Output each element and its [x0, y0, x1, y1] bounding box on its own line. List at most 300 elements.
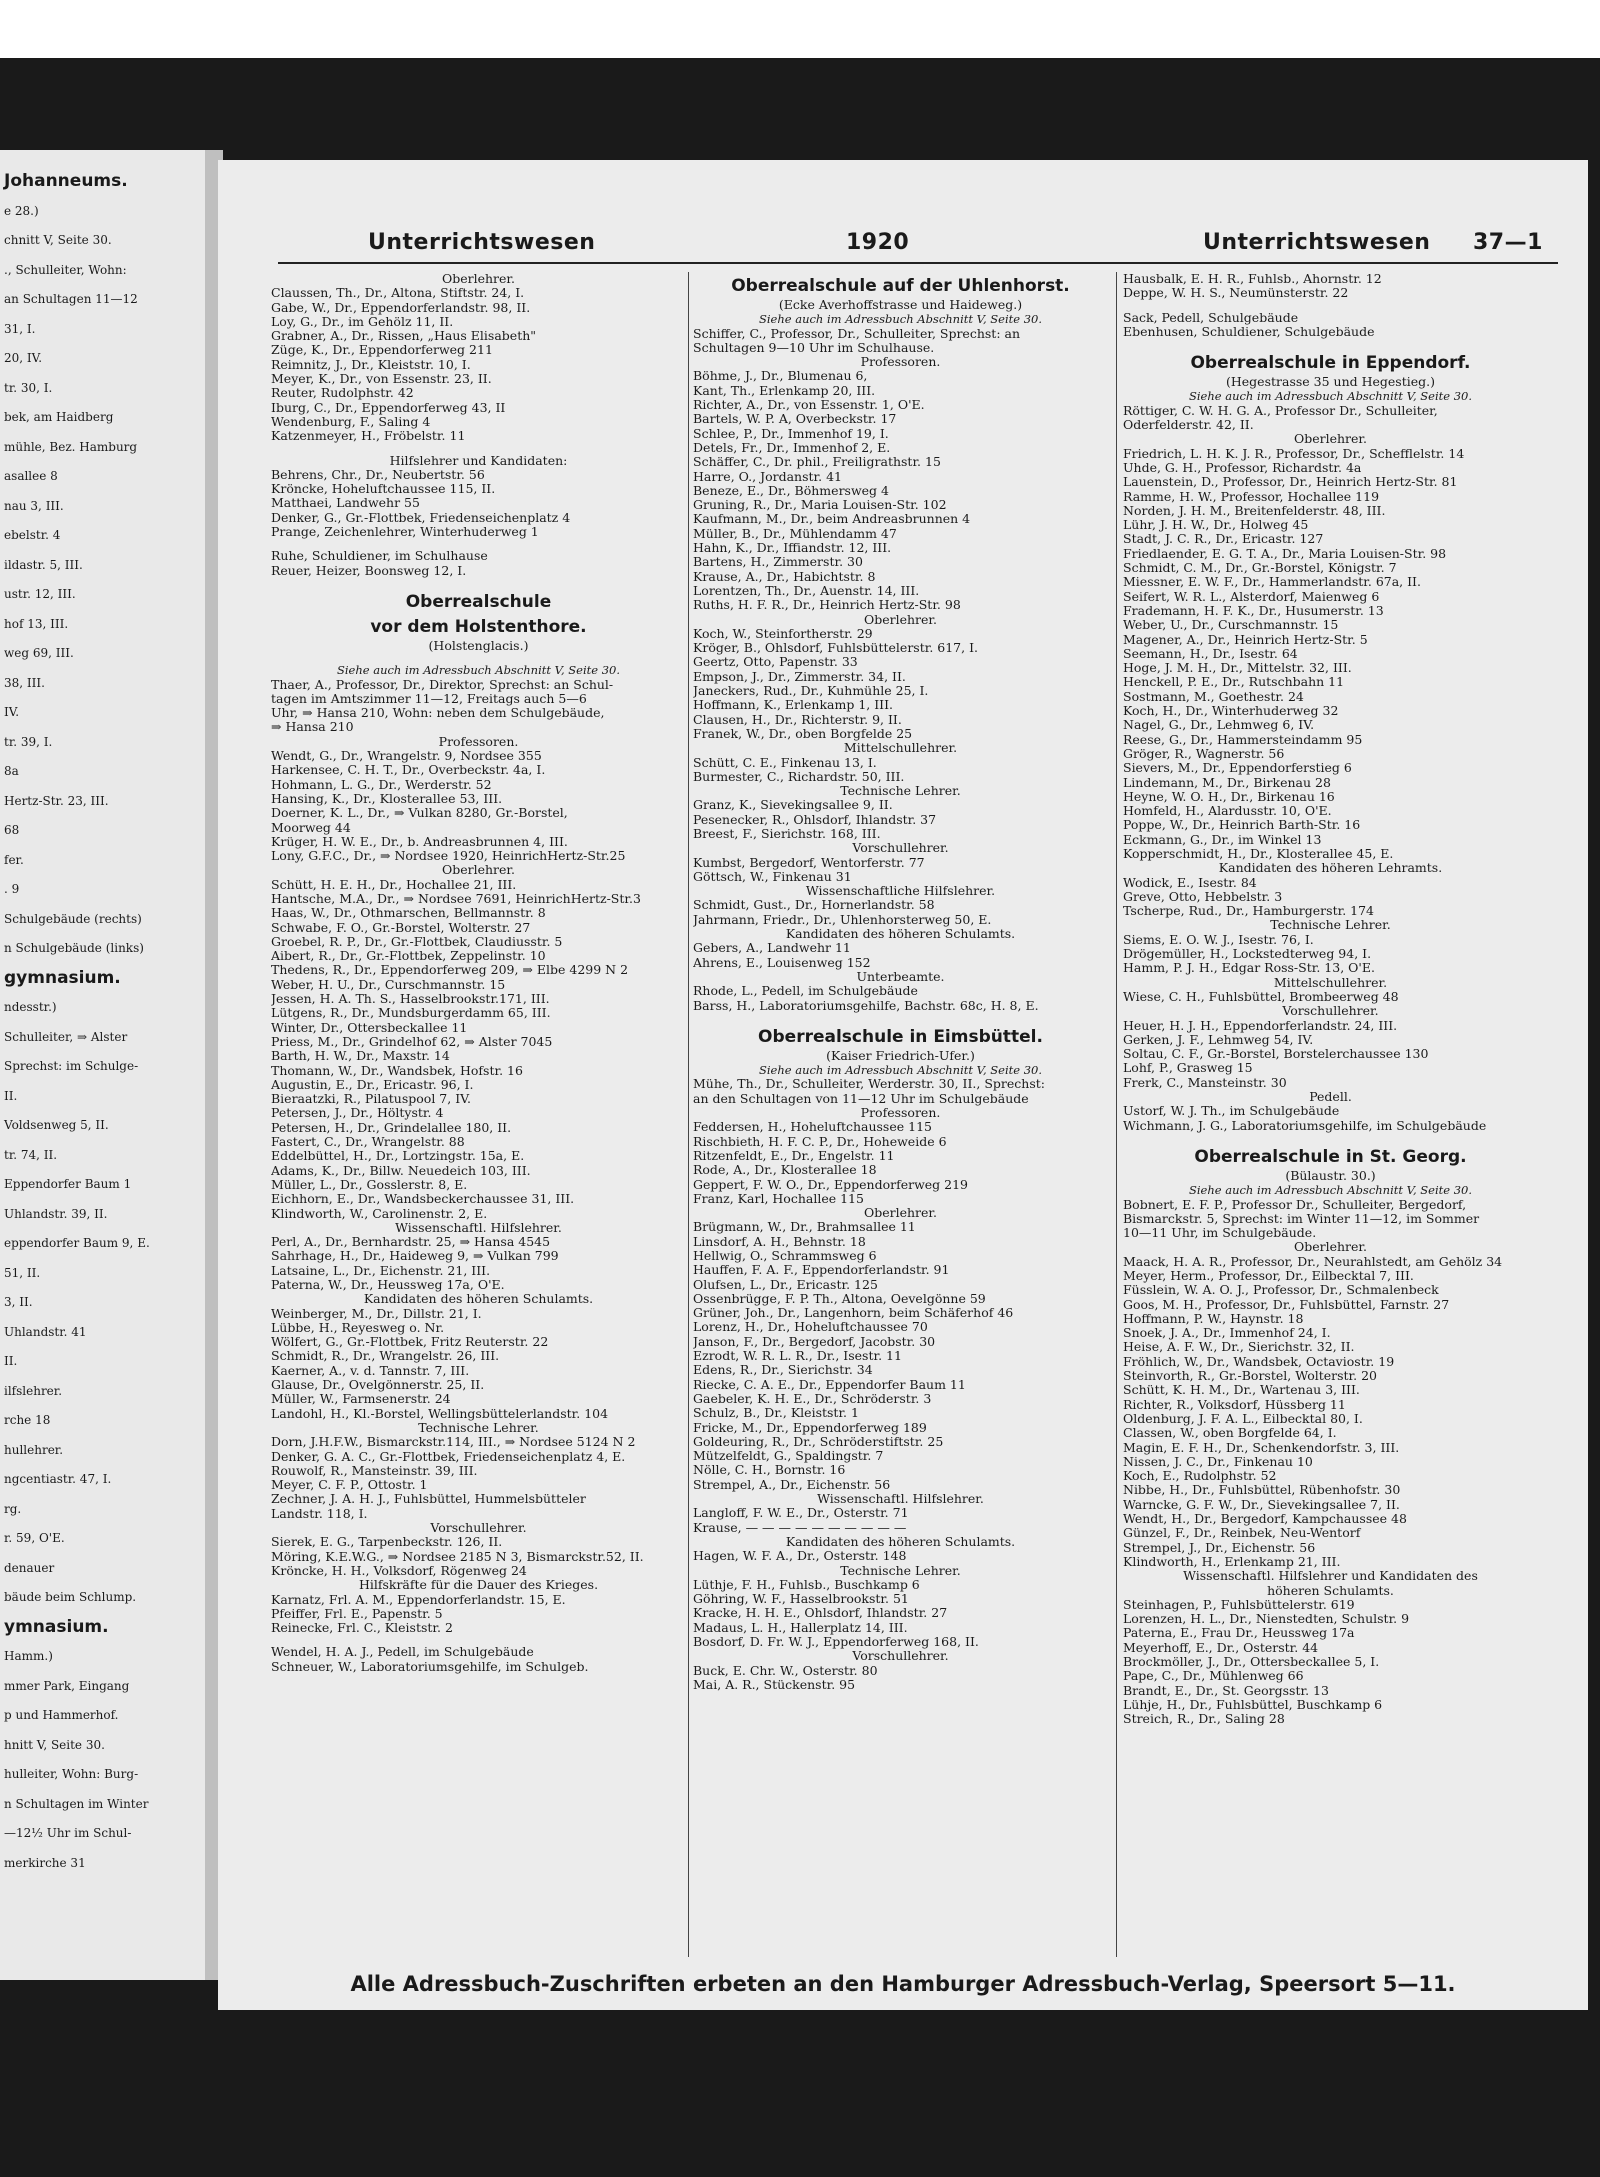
directory-entry: Schäffer, C., Dr. phil., Freiligrathstr. 15 — [693, 454, 941, 470]
subsection-heading: Oberlehrer. — [863, 611, 938, 627]
directory-entry: Ramme, H. W., Professor, Hochallee 119 — [1123, 488, 1380, 504]
directory-entry: Goldeuring, R., Dr., Schröderstiftstr. 25 — [693, 1433, 944, 1449]
directory-entry: Schulz, B., Dr., Kleiststr. 1 — [693, 1405, 859, 1421]
left-page-line: II. — [4, 1088, 18, 1103]
directory-entry: Langloff, F. W. E., Dr., Osterstr. 71 — [693, 1505, 909, 1521]
directory-entry: Schmidt, C. M., Dr., Gr.-Borstel, Königstr. 7 — [1123, 560, 1397, 576]
directory-entry: Böhme, J., Dr., Blumenau 6, — [693, 368, 868, 384]
directory-entry: Henckell, P. E., Dr., Rutschbahn 11 — [1123, 674, 1345, 690]
directory-entry: Ossenbrügge, F. P. Th., Altona, Oevelgönne 59 — [693, 1290, 986, 1306]
subsection-heading: Kandidaten des höheren Lehramts. — [1218, 860, 1443, 876]
directory-entry: Füsslein, W. A. O. J., Professor, Dr., Schmalenbeck — [1123, 1282, 1439, 1298]
directory-entry: Maack, H. A. R., Professor, Dr., Neurahlstedt, am Gehölz 34 — [1123, 1253, 1503, 1269]
left-page-line: ildastr. 5, III. — [4, 557, 83, 572]
directory-entry: Friedrich, L. H. K. J. R., Professor, Dr., Schefflelstr. 14 — [1123, 445, 1465, 461]
directory-entry: Krause, — — — — — — — — — — — [693, 1519, 907, 1535]
directory-entry: Ruhe, Schuldiener, im Schulhause — [271, 548, 488, 564]
subsection-heading: Unterbeamte. — [856, 968, 945, 984]
directory-entry: Hahn, K., Dr., Iffiandstr. 12, III. — [693, 540, 892, 556]
directory-entry: Steinhagen, P., Fuhlsbüttelerstr. 619 — [1123, 1596, 1355, 1612]
directory-entry: Kant, Th., Erlenkamp 20, III. — [693, 382, 876, 398]
directory-entry: 10—11 Uhr, im Schulgebäude. — [1123, 1225, 1317, 1241]
school-heading: Oberrealschule in St. Georg. — [1194, 1146, 1467, 1167]
directory-entry: Wichmann, J. G., Laboratoriumsgehilfe, im Schulgebäude — [1123, 1117, 1487, 1133]
directory-entry: Wiese, C. H., Fuhlsbüttel, Brombeerweg 48 — [1123, 988, 1399, 1004]
directory-entry: Friedlaender, E. G. T. A., Dr., Maria Louisen-Str. 98 — [1123, 545, 1447, 561]
directory-entry: Steinvorth, R., Gr.-Borstel, Wolterstr. 20 — [1123, 1368, 1378, 1384]
directory-entry: Meyer, K., Dr., von Essenstr. 23, II. — [271, 371, 492, 387]
directory-entry: Günzel, F., Dr., Reinbek, Neu-Wentorf — [1123, 1525, 1361, 1541]
directory-entry: Geertz, Otto, Papenstr. 33 — [693, 654, 858, 670]
directory-entry: Reuter, Rudolphstr. 42 — [271, 385, 414, 401]
directory-entry: Seemann, H., Dr., Isestr. 64 — [1123, 645, 1298, 661]
directory-entry: Janson, F., Dr., Bergedorf, Jacobstr. 30 — [693, 1333, 936, 1349]
directory-entry: Wodick, E., Isestr. 84 — [1123, 874, 1257, 890]
subsection-heading: Kandidaten des höheren Schulamts. — [363, 1291, 594, 1307]
directory-entry: Breest, F., Sierichstr. 168, III. — [693, 825, 881, 841]
left-page-line: nau 3, III. — [4, 498, 64, 513]
subsection-heading: Mittelschullehrer. — [1273, 974, 1388, 990]
spacer — [1123, 339, 1538, 349]
school-address: (Kaiser Friedrich-Ufer.) — [826, 1047, 975, 1063]
directory-entry: Reese, G., Dr., Hammersteindamm 95 — [1123, 731, 1363, 747]
directory-entry: Karnatz, Frl. A. M., Eppendorferlandstr. 15, E. — [271, 1591, 566, 1607]
directory-entry: Clausen, H., Dr., Richterstr. 9, II. — [693, 711, 902, 727]
directory-entry: Nölle, C. H., Bornstr. 16 — [693, 1462, 846, 1478]
left-page-line: 8a — [4, 764, 19, 778]
spacer — [271, 653, 686, 663]
directory-entry: Prange, Zeichenlehrer, Winterhuderweg 1 — [271, 524, 539, 540]
directory-entry: Beneze, E., Dr., Böhmersweg 4 — [693, 482, 889, 498]
directory-entry: Schultagen 9—10 Uhr im Schulhause. — [693, 339, 935, 355]
directory-entry: Eddelbüttel, H., Dr., Lortzingstr. 15a, E. — [271, 1148, 525, 1164]
directory-entry: Lohf, P., Grasweg 15 — [1123, 1060, 1253, 1076]
school-heading: Oberrealschule in Eppendorf. — [1190, 353, 1471, 374]
left-page-line: hof 13, III. — [4, 616, 69, 631]
directory-entry: Eckmann, G., Dr., im Winkel 13 — [1123, 831, 1322, 847]
school-address: (Bülaustr. 30.) — [1285, 1167, 1376, 1183]
spacer — [271, 578, 686, 588]
directory-entry: Snoek, J. A., Dr., Immenhof 24, I. — [1123, 1325, 1331, 1341]
subsection-heading: Vorschullehrer. — [430, 1520, 527, 1536]
directory-entry: Müller, L., Dr., Gosslerstr. 8, E. — [271, 1176, 468, 1192]
directory-entry: Kopperschmidt, H., Dr., Klosterallee 45, E. — [1123, 845, 1394, 861]
directory-entry: Hagen, W. F. A., Dr., Osterstr. 148 — [693, 1548, 907, 1564]
spacer — [693, 1013, 1108, 1023]
directory-entry: Göttsch, W., Finkenau 31 — [693, 868, 852, 884]
directory-entry: Schwabe, F. O., Gr.-Borstel, Wolterstr. 27 — [271, 919, 531, 935]
directory-entry: Sierek, E. G., Tarpenbeckstr. 126, II. — [271, 1534, 503, 1550]
directory-entry: Barss, H., Laboratoriumsgehilfe, Bachstr. 68c, H. 8, E. — [693, 997, 1039, 1013]
subsection-heading: Technische Lehrer. — [418, 1419, 539, 1435]
directory-entry: Paterna, E., Frau Dr., Heussweg 17a — [1123, 1625, 1355, 1641]
left-page-line: mühle, Bez. Hamburg — [4, 439, 138, 454]
directory-entry: Goos, M. H., Professor, Dr., Fuhlsbüttel, Farnstr. 27 — [1123, 1296, 1450, 1312]
directory-entry: Hausbalk, E. H. R., Fuhlsb., Ahornstr. 12 — [1123, 272, 1382, 286]
column-3 — [1123, 272, 1538, 1952]
directory-entry: Landstr. 118, I. — [271, 1505, 368, 1521]
directory-entry: Fricke, M., Dr., Eppendorferweg 189 — [693, 1419, 927, 1435]
directory-entry: Klindworth, H., Erlenkamp 21, III. — [1123, 1553, 1341, 1569]
left-page-line: denauer — [4, 1560, 55, 1575]
directory-entry: Mützelfeldt, G., Spaldingstr. 7 — [693, 1448, 884, 1464]
directory-entry: Denker, G. A. C., Gr.-Flottbek, Friedenseichenplatz 4, E. — [271, 1448, 626, 1464]
directory-entry: Hantsche, M.A., Dr., ⇒ Nordsee 7691, HeinrichHertz-Str.3 — [271, 890, 641, 906]
directory-entry: Röttiger, C. W. H. G. A., Professor Dr., Schulleiter, — [1123, 402, 1438, 418]
directory-entry: Mühe, Th., Dr., Schulleiter, Werderstr. 30, II., Sprechst: — [693, 1076, 1045, 1092]
directory-entry: Möring, K.E.W.G., ⇒ Nordsee 2185 N 3, Bismarckstr.52, II. — [271, 1548, 644, 1564]
left-page-line: chnitt V, Seite 30. — [4, 233, 112, 247]
directory-entry: Thaer, A., Professor, Dr., Direktor, Sprechst: an Schul- — [271, 676, 614, 692]
running-head-left: Unterrichtswesen — [368, 230, 596, 255]
directory-entry: Aibert, R., Dr., Gr.-Flottbek, Zeppelinstr. 10 — [271, 948, 546, 964]
directory-entry: Sahrhage, H., Dr., Haideweg 9, ⇒ Vulkan 799 — [271, 1248, 559, 1264]
left-page-line: ilfslehrer. — [4, 1383, 63, 1398]
directory-entry: Reinecke, Frl. C., Kleiststr. 2 — [271, 1620, 453, 1636]
directory-entry: Uhde, G. H., Professor, Richardstr. 4a — [1123, 459, 1362, 475]
directory-entry: Schiffer, C., Professor, Dr., Schulleiter, Sprechst: an — [693, 325, 1021, 341]
directory-entry: Reimnitz, J., Dr., Kleiststr. 10, I. — [271, 356, 471, 372]
directory-entry: Hoffmann, K., Erlenkamp 1, III. — [693, 697, 894, 713]
directory-entry: Lindemann, M., Dr., Birkenau 28 — [1123, 774, 1331, 790]
left-page-line: Hamm.) — [4, 1649, 53, 1663]
directory-entry: Gruning, R., Dr., Maria Louisen-Str. 102 — [693, 497, 947, 513]
directory-entry: Harre, O., Jordanstr. 41 — [693, 468, 842, 484]
left-page-line: 68 — [4, 823, 20, 837]
directory-entry: Deppe, W. H. S., Neumünsterstr. 22 — [1123, 285, 1349, 301]
left-page-line: ndesstr.) — [4, 1000, 57, 1014]
left-page-line: 51, II. — [4, 1265, 41, 1280]
directory-entry: Pape, C., Dr., Mühlenweg 66 — [1123, 1668, 1304, 1684]
top-margin — [0, 0, 1600, 58]
directory-entry: Magener, A., Dr., Heinrich Hertz-Str. 5 — [1123, 631, 1368, 647]
directory-entry: Jahrmann, Friedr., Dr., Uhlenhorsterweg 50, E. — [693, 911, 992, 927]
subsection-heading: Wissenschaftl. Hilfslehrer und Kandidaten des — [1183, 1568, 1478, 1584]
directory-entry: Seifert, W. R. L., Alsterdorf, Maienweg 6 — [1123, 588, 1380, 604]
directory-entry: Weinberger, M., Dr., Dillstr. 21, I. — [271, 1305, 482, 1321]
left-page-line: n Schultagen im Winter — [4, 1796, 149, 1811]
directory-entry: Doerner, K. L., Dr., ⇒ Vulkan 8280, Gr.-Borstel, — [271, 805, 568, 821]
school-heading: Oberrealschule auf der Uhlenhorst. — [731, 276, 1070, 296]
subsection-heading: Oberlehrer. — [863, 1205, 938, 1221]
directory-entry: Oldenburg, J. F. A. L., Eilbecktal 80, I. — [1123, 1410, 1363, 1426]
left-page-line: Eppendorfer Baum 1 — [4, 1177, 132, 1191]
directory-entry: Koch, W., Steinfortherstr. 29 — [693, 625, 873, 641]
directory-entry: Petersen, H., Dr., Grindelallee 180, II. — [271, 1119, 512, 1135]
left-page-line: asallee 8 — [4, 469, 58, 483]
directory-entry: Mai, A. R., Stückenstr. 95 — [693, 1676, 856, 1692]
directory-entry: Fastert, C., Dr., Wrangelstr. 88 — [271, 1134, 465, 1150]
directory-entry: Denker, G., Gr.-Flottbek, Friedenseichenplatz 4 — [271, 509, 571, 525]
subsection-heading: Oberlehrer. — [1293, 1239, 1368, 1255]
directory-entry: Frerk, C., Mansteinstr. 30 — [1123, 1074, 1287, 1090]
directory-entry: Soltau, C. F., Gr.-Borstel, Borstelerchaussee 130 — [1123, 1046, 1429, 1062]
directory-entry: Hoffmann, P. W., Haynstr. 18 — [1123, 1310, 1304, 1326]
directory-entry: Ahrens, E., Louisenweg 152 — [693, 954, 871, 970]
left-page-fragment — [0, 150, 208, 1980]
directory-entry: Lühr, J. H. W., Dr., Holweg 45 — [1123, 517, 1309, 533]
subsection-heading: Oberlehrer. — [441, 862, 516, 878]
directory-entry: Janeckers, Rud., Dr., Kuhmühle 25, I. — [693, 683, 929, 699]
directory-entry: Ritzenfeldt, E., Dr., Engelstr. 11 — [693, 1147, 895, 1163]
directory-entry: Thomann, W., Dr., Wandsbek, Hofstr. 16 — [271, 1062, 523, 1078]
left-page-line: eppendorfer Baum 9, E. — [4, 1236, 150, 1250]
directory-entry: Reuer, Heizer, Boonsweg 12, I. — [271, 562, 467, 578]
school-heading: Oberrealschule in Eimsbüttel. — [758, 1026, 1043, 1047]
left-page-line: weg 69, III. — [4, 646, 74, 660]
footer-notice: Alle Adressbuch-Zuschriften erbeten an den Hamburger Adressbuch-Verlag, Speersort 5—11. — [350, 1972, 1456, 1996]
spacer — [1123, 1133, 1538, 1143]
directory-entry: Adams, K., Dr., Billw. Neuedeich 103, III. — [271, 1162, 531, 1178]
left-page-line: an Schultagen 11—12 — [4, 292, 138, 306]
directory-entry: Geppert, F. W. O., Dr., Eppendorferweg 219 — [693, 1176, 968, 1192]
left-page-line: 31, I. — [4, 321, 36, 336]
directory-entry: Lühje, H., Dr., Fuhlsbüttel, Buschkamp 6 — [1123, 1696, 1383, 1712]
directory-entry: Lorenz, H., Dr., Hoheluftchaussee 70 — [693, 1319, 928, 1335]
directory-entry: Rouwolf, R., Mansteinstr. 39, III. — [271, 1462, 478, 1478]
directory-entry: Priess, M., Dr., Grindelhof 62, ⇒ Alster 7045 — [271, 1033, 553, 1049]
directory-page — [218, 160, 1588, 2010]
directory-entry: Paterna, W., Dr., Heussweg 17a, O'E. — [271, 1277, 505, 1292]
subsection-heading: Technische Lehrer. — [840, 1562, 961, 1578]
subsection-heading: Kandidaten des höheren Schulamts. — [785, 926, 1016, 942]
directory-entry: Koch, H., Dr., Winterhuderweg 32 — [1123, 703, 1339, 719]
directory-entry: Koch, E., Rudolphstr. 52 — [1123, 1468, 1277, 1484]
left-page-line: ., Schulleiter, Wohn: — [4, 262, 127, 277]
directory-entry: Wendt, G., Dr., Wrangelstr. 9, Nordsee 355 — [271, 748, 542, 764]
directory-entry: Lüthje, F. H., Fuhlsb., Buschkamp 6 — [693, 1576, 920, 1592]
directory-entry: Fröhlich, W., Dr., Wandsbek, Octaviostr. 19 — [1123, 1353, 1395, 1369]
directory-entry: Kumbst, Bergedorf, Wentorferstr. 77 — [693, 854, 925, 870]
subsection-heading: Wissenschaftl. Hilfslehrer. — [817, 1491, 984, 1507]
directory-entry: Detels, Fr., Dr., Immenhof 2, E. — [693, 439, 891, 455]
directory-entry: Burmester, C., Richardstr. 50, III. — [693, 768, 905, 784]
directory-entry: Uhr, ⇒ Hansa 210, Wohn: neben dem Schulgebäude, — [271, 705, 605, 721]
directory-entry: Perl, A., Dr., Bernhardstr. 25, ⇒ Hansa 4545 — [271, 1234, 551, 1250]
directory-entry: Lorenzen, H. L., Dr., Nienstedten, Schulstr. 9 — [1123, 1611, 1410, 1627]
column-divider — [1116, 272, 1117, 1957]
directory-entry: Warncke, G. F. W., Dr., Sievekingsallee 7, II. — [1123, 1496, 1400, 1512]
column-divider — [688, 272, 689, 1957]
directory-entry: Krause, A., Dr., Habichtstr. 8 — [693, 568, 876, 584]
cross-reference: Siehe auch im Adressbuch Abschnitt V, Seite 30. — [758, 312, 1042, 327]
directory-entry: Wendel, H. A. J., Pedell, im Schulgebäude — [271, 1644, 534, 1660]
left-page-line: rg. — [4, 1501, 22, 1516]
left-page-line: Uhlandstr. 41 — [4, 1324, 87, 1339]
left-page-line: IV. — [4, 705, 20, 719]
directory-entry: Empson, J., Dr., Zimmerstr. 34, II. — [693, 668, 906, 684]
directory-entry: Edens, R., Dr., Sierichstr. 34 — [693, 1362, 873, 1378]
directory-entry: Bartels, W. P. A, Overbeckstr. 17 — [693, 411, 897, 427]
directory-entry: Jessen, H. A. Th. S., Hasselbrookstr.171, III. — [271, 991, 550, 1007]
directory-entry: Tscherpe, Rud., Dr., Hamburgerstr. 174 — [1123, 903, 1374, 919]
directory-entry: Meyerhoff, E., Dr., Osterstr. 44 — [1123, 1639, 1319, 1655]
directory-entry: Harkensee, C. H. T., Dr., Overbeckstr. 4a, I. — [271, 762, 546, 778]
school-address: (Hegestrasse 35 und Hegestieg.) — [1226, 374, 1435, 390]
directory-entry: Groebel, R. P., Dr., Gr.-Flottbek, Claudiusstr. 5 — [271, 933, 563, 949]
directory-entry: Streich, R., Dr., Saling 28 — [1123, 1711, 1285, 1727]
school-heading: vor dem Holstenthore. — [370, 616, 587, 637]
directory-entry: Brandt, E., Dr., St. Georgsstr. 13 — [1123, 1682, 1329, 1698]
left-page-line: e 28.) — [4, 203, 39, 218]
directory-entry: Augustin, E., Dr., Ericastr. 96, I. — [271, 1076, 474, 1092]
directory-entry: Bartens, H., Zimmerstr. 30 — [693, 554, 863, 570]
left-page-line: merkirche 31 — [4, 1855, 86, 1870]
left-page-line: bäude beim Schlump. — [4, 1590, 137, 1604]
directory-entry: Bobnert, E. F. P., Professor Dr., Schulleiter, Bergedorf, — [1123, 1196, 1467, 1212]
left-page-line: n Schulgebäude (links) — [4, 941, 144, 955]
directory-entry: Rhode, L., Pedell, im Schulgebäude — [693, 983, 918, 999]
directory-entry: Weber, H. U., Dr., Curschmannstr. 15 — [271, 976, 506, 992]
directory-entry: Loy, G., Dr., im Gehölz 11, II. — [271, 313, 454, 329]
directory-entry: Rode, A., Dr., Klosterallee 18 — [693, 1162, 877, 1178]
left-page-line: —12½ Uhr im Schul- — [4, 1826, 132, 1840]
directory-entry: Müller, B., Dr., Mühlendamm 47 — [693, 525, 897, 541]
school-heading: Oberrealschule — [405, 591, 552, 612]
directory-entry: Schneuer, W., Laboratoriumsgehilfe, im Schulgeb. — [271, 1658, 589, 1674]
directory-entry: Nibbe, H., Dr., Fuhlsbüttel, Rübenhofstr. 30 — [1123, 1482, 1401, 1498]
directory-entry: Grüner, Joh., Dr., Langenhorn, beim Schäferhof 46 — [693, 1305, 1014, 1321]
directory-entry: Hohmann, L. G., Dr., Werderstr. 52 — [271, 776, 492, 792]
left-page-line: Schulgebäude (rechts) — [4, 911, 142, 926]
left-page-line: ustr. 12, III. — [4, 587, 76, 601]
left-page-line: mmer Park, Eingang — [4, 1678, 130, 1693]
directory-entry: Schlee, P., Dr., Immenhof 19, I. — [693, 425, 889, 441]
directory-entry: Olufsen, L., Dr., Ericastr. 125 — [693, 1276, 878, 1292]
directory-entry: Heyne, W. O. H., Dr., Birkenau 16 — [1123, 788, 1335, 804]
cross-reference: Siehe auch im Adressbuch Abschnitt V, Seite 30. — [1188, 1183, 1472, 1198]
directory-entry: Pesenecker, R., Ohlsdorf, Ihlandstr. 37 — [693, 811, 937, 827]
subsection-heading: Hilfslehrer und Kandidaten: — [389, 452, 568, 468]
left-page-line: tr. 39, I. — [4, 734, 53, 749]
directory-entry: Ebenhusen, Schuldiener, Schulgebäude — [1123, 323, 1375, 339]
directory-entry: Zechner, J. A. H. J., Fuhlsbüttel, Hummelsbütteler — [271, 1491, 586, 1507]
subsection-heading: Hilfskräfte für die Dauer des Krieges. — [358, 1577, 599, 1593]
header-rule — [278, 262, 1558, 264]
directory-entry: Gröger, R., Wagnerstr. 56 — [1123, 745, 1285, 761]
left-page-line: Johanneums. — [4, 171, 128, 191]
directory-entry: Kaufmann, M., Dr., beim Andreasbrunnen 4 — [693, 511, 971, 527]
directory-entry: Klindworth, W., Carolinenstr. 2, E. — [271, 1205, 488, 1221]
directory-entry: Göhring, W. F., Hasselbrookstr. 51 — [693, 1591, 909, 1607]
directory-entry: an den Schultagen von 11—12 Uhr im Schulgebäude — [693, 1090, 1029, 1106]
directory-entry: Granz, K., Sievekingsallee 9, II. — [693, 797, 893, 813]
directory-entry: Meyer, C. F. P., Ottostr. 1 — [271, 1477, 428, 1493]
directory-entry: Gerken, J. F., Lehmweg 54, IV. — [1123, 1031, 1314, 1047]
cross-reference: Siehe auch im Adressbuch Abschnitt V, Seite 30. — [336, 663, 620, 678]
left-page-line: tr. 30, I. — [4, 380, 53, 395]
subsection-heading: Vorschullehrer. — [1282, 1003, 1379, 1019]
directory-entry: Brockmöller, J., Dr., Ottersbeckallee 5, I. — [1123, 1654, 1380, 1670]
directory-entry: Heuer, H. J. H., Eppendorferlandstr. 24, III. — [1123, 1017, 1398, 1033]
directory-entry: Franek, W., Dr., oben Borgfelde 25 — [693, 725, 913, 741]
directory-entry: Kracke, H. H. E., Ohlsdorf, Ihlandstr. 27 — [693, 1605, 948, 1621]
left-page-line: Sprechst: im Schulge- — [4, 1059, 139, 1073]
directory-entry: Oderfelderstr. 42, II. — [1123, 417, 1254, 433]
directory-entry: Petersen, J., Dr., Höltystr. 4 — [271, 1105, 444, 1121]
directory-entry: Grabner, A., Dr., Rissen, „Haus Elisabeth" — [271, 328, 537, 344]
left-page-line: bek, am Haidberg — [4, 410, 114, 424]
left-page-line: r. 59, O'E. — [4, 1531, 65, 1545]
directory-entry: Hansing, K., Dr., Klosterallee 53, III. — [271, 790, 503, 806]
directory-entry: Madaus, L. H., Hallerplatz 14, III. — [693, 1619, 908, 1635]
subsection-heading: Wissenschaftliche Hilfslehrer. — [805, 883, 996, 899]
directory-entry: Hoge, J. M. H., Dr., Mittelstr. 32, III. — [1123, 660, 1352, 676]
directory-entry: Winter, Dr., Ottersbeckallee 11 — [271, 1019, 468, 1035]
running-head-year: 1920 — [846, 230, 910, 255]
directory-entry: Lorentzen, Th., Dr., Auenstr. 14, III. — [693, 582, 920, 598]
directory-entry: Kaerner, A., v. d. Tannstr. 7, III. — [271, 1362, 470, 1378]
directory-entry: Rischbieth, H. F. C. P., Dr., Hoheweide 6 — [693, 1133, 947, 1149]
left-page-line: fer. — [4, 852, 24, 867]
directory-entry: Müller, W., Farmsenerstr. 24 — [271, 1391, 451, 1407]
left-page-line: . 9 — [4, 882, 20, 896]
directory-entry: Drögemüller, H., Lockstedterweg 94, I. — [1123, 946, 1372, 962]
directory-entry: Hauffen, F. A. F., Eppendorferlandstr. 91 — [693, 1262, 950, 1278]
directory-entry: Buck, E. Chr. W., Osterstr. 80 — [693, 1662, 878, 1678]
directory-entry: Ezrodt, W. R. L. R., Dr., Isestr. 11 — [693, 1348, 902, 1364]
directory-entry: Weber, U., Dr., Curschmannstr. 15 — [1123, 617, 1339, 633]
left-page-line: 3, II. — [4, 1295, 33, 1309]
directory-entry: Schütt, K. H. M., Dr., Wartenau 3, III. — [1123, 1382, 1360, 1398]
directory-entry: Lübbe, H., Reyesweg o. Nr. — [271, 1319, 445, 1335]
directory-entry: Hamm, P. J. H., Edgar Ross-Str. 13, O'E. — [1123, 960, 1375, 976]
directory-entry: Katzenmeyer, H., Fröbelstr. 11 — [271, 428, 466, 444]
directory-entry: Sostmann, M., Goethestr. 24 — [1123, 688, 1304, 704]
subsection-heading: Professoren. — [438, 733, 519, 749]
left-page-line: hnitt V, Seite 30. — [4, 1737, 105, 1752]
directory-entry: Krüger, H. W. E., Dr., b. Andreasbrunnen 4, III. — [271, 833, 568, 849]
directory-entry: Wendt, H., Dr., Bergedorf, Kampchaussee 48 — [1123, 1511, 1407, 1527]
directory-entry: Schütt, H. E. H., Dr., Hochallee 21, III. — [271, 876, 517, 892]
directory-entry: Bosdorf, D. Fr. W. J., Eppendorferweg 168, II. — [693, 1634, 979, 1650]
directory-entry: Hellwig, O., Schrammsweg 6 — [693, 1248, 877, 1263]
column-1 — [271, 272, 686, 1952]
directory-entry: Meyer, Herm., Professor, Dr., Eilbecktal 7, III. — [1123, 1268, 1414, 1283]
directory-entry: Schütt, C. E., Finkenau 13, I. — [693, 754, 877, 770]
subsection-heading: höheren Schulamts. — [1267, 1582, 1394, 1598]
directory-entry: Kröncke, Hoheluftchaussee 115, II. — [271, 481, 496, 497]
directory-entry: Kröger, B., Ohlsdorf, Fuhlsbüttelerstr. 617, I. — [693, 640, 978, 656]
left-page-line: ngcentiastr. 47, I. — [4, 1472, 112, 1486]
directory-entry: Landohl, H., Kl.-Borstel, Wellingsbüttelerlandstr. 104 — [271, 1405, 609, 1421]
directory-entry: Nagel, G., Dr., Lehmweg 6, IV. — [1123, 717, 1315, 733]
left-page-line: p und Hammerhof. — [4, 1708, 119, 1722]
directory-entry: Linsdorf, A. H., Behnstr. 18 — [693, 1233, 866, 1249]
directory-entry: Miessner, E. W. F., Dr., Hammerlandstr. 67a, II. — [1123, 574, 1421, 590]
directory-entry: Sievers, M., Dr., Eppendorferstieg 6 — [1123, 760, 1352, 776]
directory-entry: Ustorf, W. J. Th., im Schulgebäude — [1123, 1103, 1340, 1119]
directory-entry: Gabe, W., Dr., Eppendorferlandstr. 98, II. — [271, 299, 531, 315]
directory-entry: Dorn, J.H.F.W., Bismarckstr.114, III., ⇒ Nordsee 5124 N 2 — [271, 1434, 636, 1450]
directory-entry: Barth, H. W., Dr., Maxstr. 14 — [271, 1048, 450, 1064]
directory-entry: Poppe, W., Dr., Heinrich Barth-Str. 16 — [1123, 817, 1361, 833]
directory-entry: Schmidt, Gust., Dr., Hornerlandstr. 58 — [693, 897, 935, 913]
directory-entry: Kröncke, H. H., Volksdorf, Rögenweg 24 — [271, 1562, 527, 1578]
directory-entry: Gebers, A., Landwehr 11 — [693, 940, 851, 956]
left-page-line: hullehrer. — [4, 1442, 64, 1457]
directory-entry: Lauenstein, D., Professor, Dr., Heinrich Hertz-Str. 81 — [1123, 474, 1458, 490]
directory-entry: Wölfert, G., Gr.-Flottbek, Fritz Reuterstr. 22 — [271, 1334, 549, 1350]
directory-entry: Glause, Dr., Ovelgönnerstr. 25, II. — [271, 1377, 485, 1393]
school-address: (Holstenglacis.) — [428, 637, 529, 653]
directory-entry: Iburg, C., Dr., Eppendorferweg 43, II — [271, 399, 506, 415]
school-address: (Ecke Averhoffstrasse und Haideweg.) — [778, 297, 1023, 312]
subsection-heading: Oberlehrer. — [441, 272, 516, 286]
left-page-line: Uhlandstr. 39, II. — [4, 1206, 108, 1221]
subsection-heading: Mittelschullehrer. — [843, 740, 958, 756]
directory-entry: Wendenburg, F., Saling 4 — [271, 413, 431, 429]
